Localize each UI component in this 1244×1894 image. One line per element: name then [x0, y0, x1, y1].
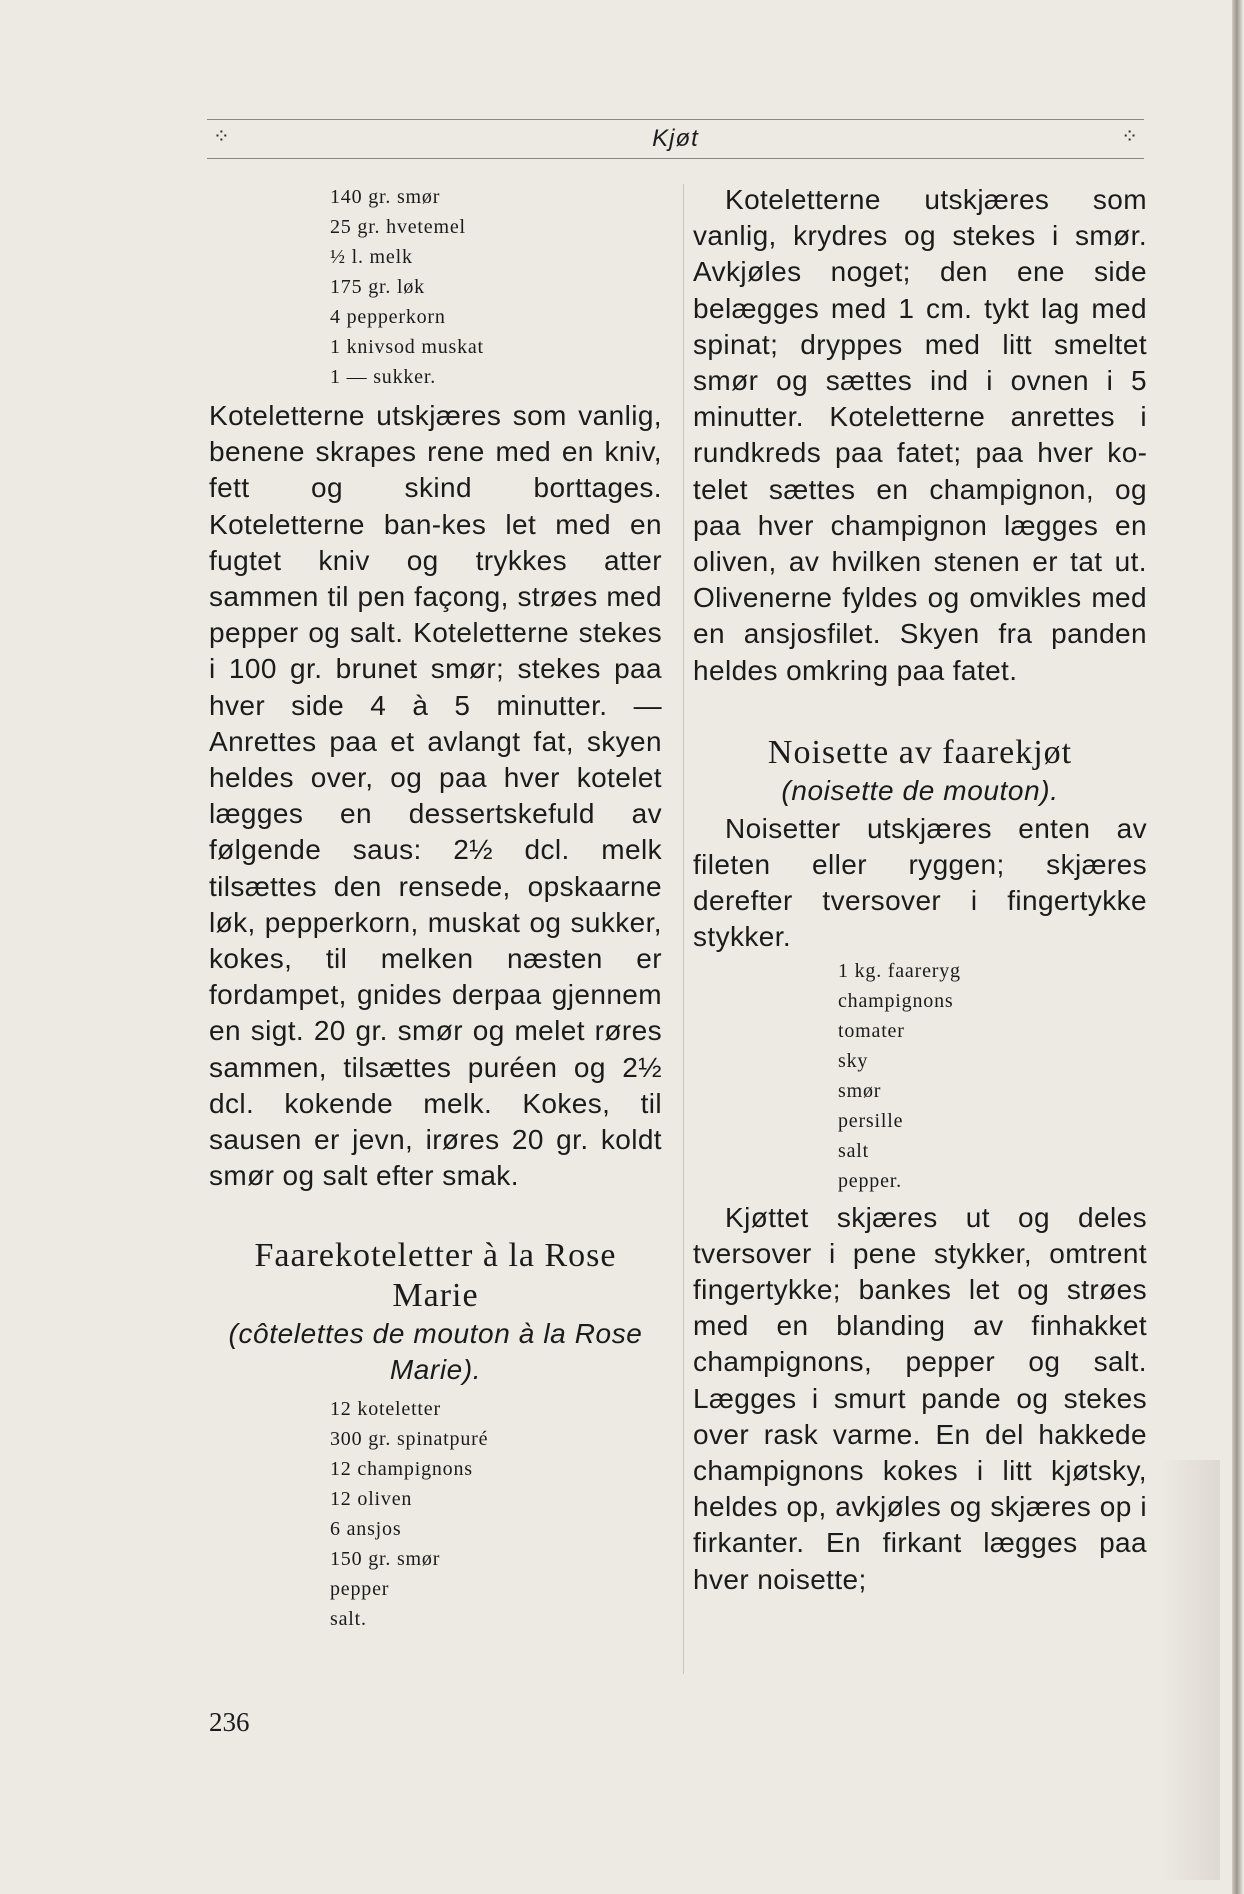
recipe-paragraph: Koteletterne utskjæres som vanlig, benene skrapes rene med en kniv, fett og skind borttages. Koteletterne ban-kes let med en fugtet kniv og trykkes atter sammen til pen façong, strøes med pepper og salt. Koteletterne stekes i 100 gr. brunet smør; stekes paa hver side 4 à 5 minutter. — Anrettes paa et avlangt fat, skyen heldes over, og paa hver kotelet lægges en dessertskefuld av følgende saus: 2½ dcl. melk tilsættes den rensede, opskaarne løk, pepperkorn, muskat og sukker, kokes, til melken næsten er fordampet, gnides derpaa gjennem en sigt. 20 gr. smør og melet røres sammen, tilsættes puréen og 2½ dcl. kokende melk. Kokes, til sausen er jevn, irøres 20 gr. koldt smør og salt efter smak.: [209, 400, 662, 1192]
page-edge-shadow: [1160, 1460, 1220, 1880]
left-column: [209, 182, 662, 1634]
header-title: Kjøt: [652, 125, 699, 152]
recipe-paragraph: Kjøttet skjæres ut og deles tversover i pene stykker, omtrent fingertykke; bankes let og strøes med en blanding av finhakket champignons, pepper og salt. Lægges i smurt pande og stekes over rask varme. En del hakkede champignons kokes i litt kjøtsky, heldes op, avkjøles og skjæres op i firkanter. En firkant lægges paa hver noisette;: [693, 1201, 1147, 1595]
ornament-left-icon: ⁘: [213, 124, 230, 148]
ingredient-item: sky: [838, 1049, 869, 1072]
ingredient-item: persille: [838, 1109, 904, 1132]
ingredient-item: 1 knivsod muskat: [330, 336, 484, 358]
ingredient-item: 300 gr. spinatpuré: [330, 1428, 489, 1451]
recipe-paragraph: Noisetter utskjæres enten av fileten eller ryggen; skjæres derefter tversover i fingertykke stykker.: [693, 812, 1147, 953]
recipe-subheading: (côtelettes de mouton à la Rose Marie).: [228, 1318, 643, 1386]
recipe-paragraph: Koteletterne utskjæres som vanlig, krydres og stekes i smør. Avkjøles noget; den ene side belægges med 1 cm. tykt lag med spinat; dryppes med litt smeltet smør og sættes ind i ovnen i 5 minutter. Koteletterne anrettes i rundkreds paa fatet; paa hver kotelet sættes en champignon, og paa hver champignon lægges en oliven, av hvilken stenen er tat ut. Olivenerne fyldes og omvikles med en ansjosfilet. Skyen fra panden heldes omkring paa fatet.: [693, 184, 1147, 686]
ingredient-item: 25 gr. hvetemel: [330, 216, 466, 238]
running-header: [207, 119, 1144, 159]
ornament-right-icon: ⁘: [1121, 124, 1138, 148]
ingredient-item: 150 gr. smør: [330, 1548, 441, 1571]
ingredient-item: 12 oliven: [330, 1488, 413, 1511]
ingredient-item: 175 gr. løk: [330, 276, 425, 298]
ingredient-item: salt: [838, 1139, 869, 1162]
ingredient-item: 1 — sukker.: [330, 366, 437, 388]
right-column: [693, 182, 1147, 1598]
ingredient-item: 140 gr. smør: [330, 186, 441, 208]
ingredient-item: 12 koteletter: [330, 1398, 441, 1421]
ingredient-item: salt.: [330, 1608, 367, 1631]
ingredient-item: 12 champignons: [330, 1458, 473, 1481]
recipe-heading: Noisette av faarekjøt: [767, 733, 1073, 771]
ingredient-item: 6 ansjos: [330, 1518, 402, 1541]
ingredient-item: pepper: [330, 1578, 390, 1601]
column-divider: [683, 184, 684, 1674]
ingredient-list-noisette: [838, 956, 1147, 1196]
ingredient-item: 4 pepperkorn: [330, 306, 446, 328]
book-spine-edge: [1232, 0, 1244, 1894]
ingredient-list-rose-marie: [330, 1394, 662, 1634]
ingredient-item: tomater: [838, 1019, 905, 1042]
ingredient-item: ½ l. melk: [330, 246, 413, 268]
ingredient-item: 1 kg. faareryg: [838, 959, 961, 982]
ingredient-item: smør: [838, 1079, 882, 1102]
recipe-subheading: (noisette de mouton).: [781, 774, 1059, 806]
ingredient-list-sauce: [330, 182, 662, 392]
recipe-heading: Faarekoteletter à la Rose Marie: [254, 1237, 617, 1315]
ingredient-item: pepper.: [838, 1169, 902, 1192]
ingredient-item: champignons: [838, 989, 954, 1012]
page-number: 236: [209, 1707, 250, 1737]
